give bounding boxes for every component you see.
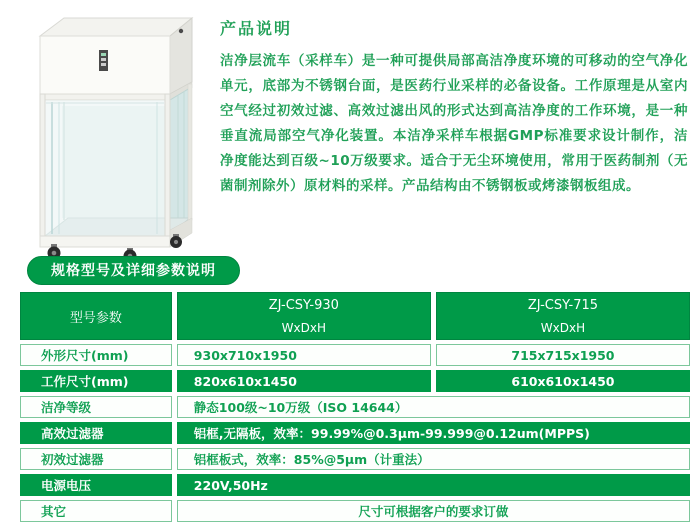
spec-model-header-2 xyxy=(436,292,690,340)
spec-row xyxy=(20,474,690,496)
spec-value-cell: 930x710x1950 xyxy=(177,344,431,366)
spec-value-cell: 715x715x1950 xyxy=(436,344,690,366)
description-title: 产品说明 xyxy=(220,19,293,38)
spec-label-cell: 外形尺寸(mm) xyxy=(20,344,172,366)
spec-label-cell: 高效过滤器 xyxy=(20,422,172,444)
spec-value-cell: 铝框板式，效率：85%@5μm（计重法） xyxy=(177,448,690,470)
spec-value-cell: 静态100级~10万级（ISO 14644） xyxy=(177,396,690,418)
spec-label-cell: 工作尺寸(mm) xyxy=(20,370,172,392)
spec-table xyxy=(15,288,695,526)
spec-label-cell: 电源电压 xyxy=(20,474,172,496)
spec-table-wrap xyxy=(15,288,695,526)
spec-model-header-1 xyxy=(177,292,431,340)
spec-value-cell: 220V,50Hz xyxy=(177,474,690,496)
description-body: 洁净层流车（采样车）是一种可提供局部高洁净度环境的可移动的空气净化单元，底部为不锈钢台面，是医药行业采样的必备设备。工作原理是从室内空气经过初效过滤、高效过滤出风的形式达到高洁净度的工作环境，是一种垂直流局部空气净化装置。本洁净采样车根据GMP标准要求设计制作，洁净度能达到百级~10万级要求。适合于无尘环境使用，常用于医药制剂（无菌制剂除外）原材料的采样。产品结构由不锈钢板或烤漆钢板组成。 xyxy=(220,53,688,194)
spec-row xyxy=(20,370,690,392)
spec-section-banner: 规格型号及详细参数说明 xyxy=(27,256,240,285)
spec-row xyxy=(20,344,690,366)
spec-corner-header: 型号参数 xyxy=(20,292,172,340)
dimension-label: WxDxH xyxy=(540,320,586,335)
model-name: ZJ-CSY-930 xyxy=(268,297,339,313)
product-photo xyxy=(12,6,204,262)
model-name: ZJ-CSY-715 xyxy=(527,297,599,313)
dimension-label: WxDxH xyxy=(281,320,327,335)
spec-label-cell: 洁净等级 xyxy=(20,396,172,418)
spec-row xyxy=(20,396,690,418)
spec-value-cell: 尺寸可根据客户的要求订做 xyxy=(177,500,690,522)
spec-row xyxy=(20,448,690,470)
spec-value-cell: 820x610x1450 xyxy=(177,370,431,392)
product-description xyxy=(220,16,688,199)
spec-value-cell: 铝框,无隔板，效率：99.99%@0.3μm-99.999@0.12um(MPPS) xyxy=(177,422,690,444)
spec-header-row xyxy=(20,292,690,340)
clean-cart-illustration xyxy=(12,6,204,262)
spec-row xyxy=(20,422,690,444)
spec-row xyxy=(20,500,690,522)
spec-label-cell: 其它 xyxy=(20,500,172,522)
spec-label-cell: 初效过滤器 xyxy=(20,448,172,470)
spec-value-cell: 610x610x1450 xyxy=(436,370,690,392)
